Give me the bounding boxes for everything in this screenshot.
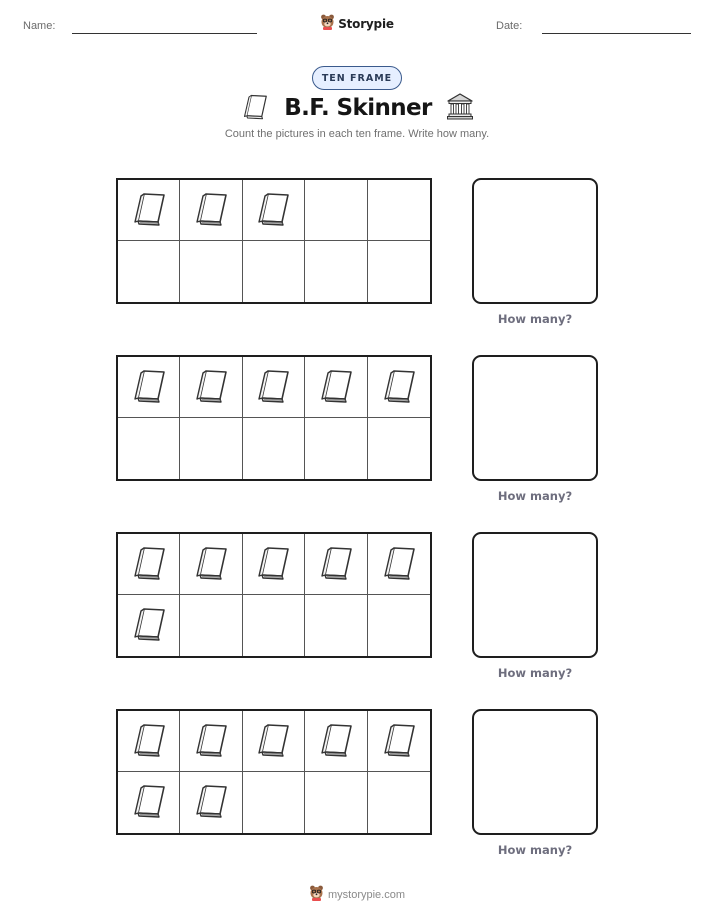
ten-frame-cell <box>305 772 367 833</box>
ten-frame-cell <box>118 772 180 833</box>
book-icon <box>191 364 231 411</box>
how-many-label-1: How many? <box>497 312 573 326</box>
date-label: Date: <box>496 20 523 32</box>
book-icon <box>379 541 419 588</box>
storypie-mascot-icon <box>309 884 324 906</box>
book-icon <box>129 187 169 234</box>
ten-frame-cell <box>243 241 305 302</box>
brand-name: Storypie <box>338 17 394 31</box>
ten-frame-cell <box>305 180 367 241</box>
book-icon <box>253 718 293 765</box>
brand-logo <box>0 13 714 35</box>
book-icon <box>191 187 231 234</box>
ten-frame-cell <box>243 772 305 833</box>
ten-frame-cell <box>243 418 305 479</box>
book-icon <box>129 718 169 765</box>
ten-frame-cell <box>368 357 430 418</box>
ten-frame-cell <box>368 534 430 595</box>
ten-frame-cell <box>180 357 242 418</box>
name-label: Name: <box>23 20 56 32</box>
museum-building-icon <box>446 92 474 125</box>
book-icon <box>191 541 231 588</box>
ten-frame-cell <box>305 711 367 772</box>
ten-frame-4 <box>116 709 432 835</box>
book-icon <box>129 779 169 826</box>
worksheet-type-badge: TEN FRAME <box>312 66 402 90</box>
ten-frame-cell <box>243 534 305 595</box>
ten-frame-cell <box>368 772 430 833</box>
footer <box>0 884 714 906</box>
ten-frame-cell <box>368 241 430 302</box>
ten-frame-cell <box>180 534 242 595</box>
ten-frame-cell <box>243 357 305 418</box>
ten-frame-cell <box>368 180 430 241</box>
ten-frame-cell <box>243 180 305 241</box>
ten-frame-cell <box>368 711 430 772</box>
ten-frame-1 <box>116 178 432 304</box>
ten-frame-cell <box>305 418 367 479</box>
ten-frame-cell <box>243 595 305 656</box>
worksheet-title: B.F. Skinner <box>284 95 432 121</box>
ten-frame-cell <box>118 534 180 595</box>
book-icon <box>191 718 231 765</box>
answer-box-4[interactable] <box>472 709 598 835</box>
footer-site-url: mystorypie.com <box>327 889 406 901</box>
ten-frame-cell <box>180 711 242 772</box>
ten-frame-2 <box>116 355 432 481</box>
how-many-label-2: How many? <box>497 489 573 503</box>
answer-box-3[interactable] <box>472 532 598 658</box>
date-write-line[interactable] <box>542 33 691 34</box>
book-icon <box>240 91 270 126</box>
ten-frame-cell <box>180 772 242 833</box>
ten-frame-3 <box>116 532 432 658</box>
book-icon <box>316 541 356 588</box>
book-icon <box>253 541 293 588</box>
book-icon <box>379 364 419 411</box>
book-icon <box>316 364 356 411</box>
book-icon <box>191 779 231 826</box>
ten-frame-cell <box>180 595 242 656</box>
answer-box-1[interactable] <box>472 178 598 304</box>
book-icon <box>253 364 293 411</box>
ten-frame-cell <box>118 241 180 302</box>
ten-frame-cell <box>118 418 180 479</box>
ten-frame-cell <box>368 595 430 656</box>
ten-frame-cell <box>305 534 367 595</box>
instructions: Count the pictures in each ten frame. Write how many. <box>224 128 490 140</box>
ten-frame-cell <box>180 180 242 241</box>
book-icon <box>129 364 169 411</box>
book-icon <box>129 541 169 588</box>
ten-frame-cell <box>180 418 242 479</box>
how-many-label-3: How many? <box>497 666 573 680</box>
book-icon <box>316 718 356 765</box>
how-many-label-4: How many? <box>497 843 573 857</box>
ten-frame-cell <box>305 595 367 656</box>
ten-frame-cell <box>118 711 180 772</box>
ten-frame-cell <box>118 180 180 241</box>
ten-frame-cell <box>305 357 367 418</box>
book-icon <box>253 187 293 234</box>
storypie-mascot-icon <box>320 13 335 35</box>
ten-frame-cell <box>368 418 430 479</box>
ten-frame-cell <box>180 241 242 302</box>
book-icon <box>129 602 169 649</box>
ten-frame-cell <box>118 595 180 656</box>
ten-frame-cell <box>243 711 305 772</box>
ten-frame-cell <box>118 357 180 418</box>
book-icon <box>379 718 419 765</box>
ten-frame-cell <box>305 241 367 302</box>
answer-box-2[interactable] <box>472 355 598 481</box>
